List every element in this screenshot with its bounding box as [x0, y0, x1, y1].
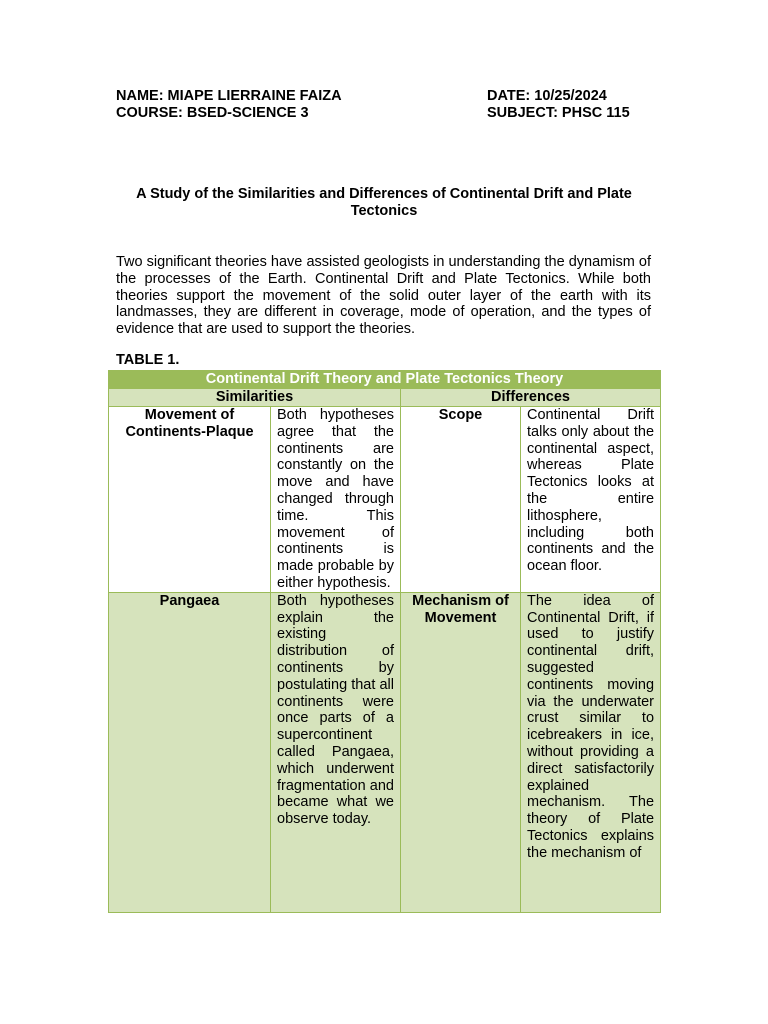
table-row: [109, 592, 661, 912]
table-header-row: [109, 389, 661, 407]
similarity-text: Both hypotheses explain the existing distribution of continents by postulating that all continents were once parts of a supercontinent called Pangaea, which underwent fragmentation and became what we observe today.: [271, 592, 401, 912]
similarities-header: Similarities: [109, 389, 401, 407]
similarity-label: Movement of Continents-Plaque: [109, 407, 271, 593]
table-caption: Continental Drift Theory and Plate Tectonics Theory: [109, 371, 661, 389]
table-row: [109, 407, 661, 593]
difference-cell: [521, 592, 661, 912]
table-caption-row: [109, 371, 661, 389]
difference-text: The idea of Continental Drift, if used to justify continental drift, suggested continents moving via the underwater crust similar to icebreakers in ice, without providing a direct satisfactorily explained mechanism. The theory of Plate Tectonics explains the mechanism of: [527, 592, 655, 861]
differences-header: Differences: [401, 389, 661, 407]
similarity-text: Both hypotheses agree that the continents are constantly on the move and have changed through time. This movement of continents is made probable by either hypothesis.: [271, 407, 401, 593]
difference-label: Mechanism of Movement: [401, 592, 521, 912]
name-line: NAME: MIAPE LIERRAINE FAIZA: [116, 88, 342, 104]
comparison-table: [108, 370, 661, 913]
submission-info: [487, 88, 630, 122]
intro-paragraph: Two significant theories have assisted geologists in understanding the dynamism of the processes of the Earth. Continental Drift and Plate Tectonics. While both theories support the movement of the solid outer layer of the earth with its landmasses, they are different in coverage, mode of operation, and the types of evidence that are used to support the theories.: [116, 254, 651, 338]
student-info: [116, 88, 342, 122]
course-line: COURSE: BSED-SCIENCE 3: [116, 105, 309, 121]
difference-text: Continental Drift talks only about the continental aspect, whereas Plate Tectonics looks at the entire lithosphere, including both continents and the ocean floor.: [521, 407, 661, 593]
subject-line: SUBJECT: PHSC 115: [487, 105, 630, 121]
difference-label: Scope: [401, 407, 521, 593]
table-label: TABLE 1.: [116, 352, 180, 368]
similarity-label: Pangaea: [109, 592, 271, 912]
date-line: DATE: 10/25/2024: [487, 88, 607, 104]
document-title: A Study of the Similarities and Differences of Continental Drift and Plate Tectonics: [136, 186, 632, 219]
